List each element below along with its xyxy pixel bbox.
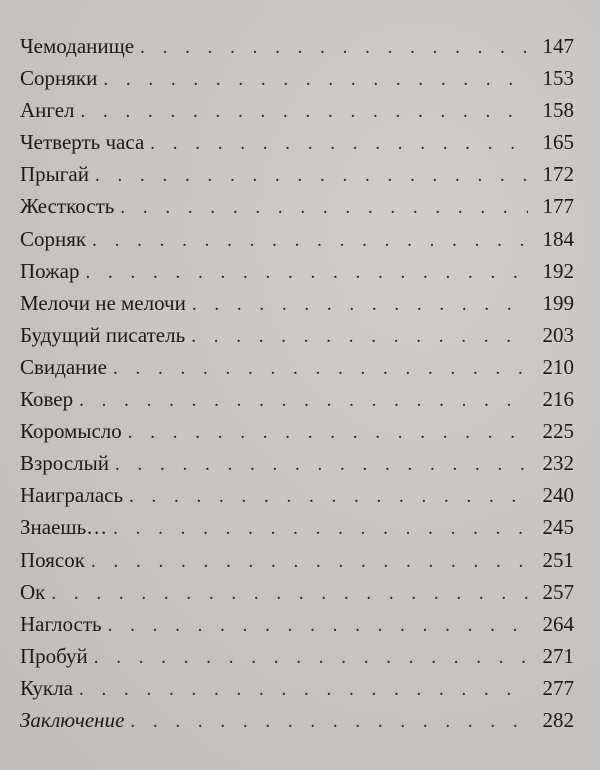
toc-entry-page-number: 257 [542,579,574,604]
toc-entry-title: Ангел [20,98,75,123]
toc-entry-title: Кукла [20,675,73,700]
toc-entry [20,255,574,287]
dot-leader [85,257,528,289]
dot-leader [113,513,528,545]
toc-entry-page-number: 172 [542,162,574,187]
toc-entry-title: Жесткость [20,194,115,219]
dot-leader [103,64,528,96]
dot-leader [79,385,528,417]
dot-leader [140,32,528,64]
toc-entry-page-number: 210 [542,354,574,379]
dot-leader [130,706,528,738]
toc-entry [20,223,574,255]
toc-entry [20,158,574,190]
toc-entry [20,608,574,640]
toc-entry [20,447,574,479]
dot-leader [128,417,528,449]
toc-entry-page-number: 225 [542,419,574,444]
toc-entry-title: Чемоданище [20,34,135,58]
toc-entry-page-number: 216 [542,387,574,412]
toc-entry-page-number: 147 [542,34,574,58]
dot-leader [120,192,528,224]
table-of-contents [20,30,574,736]
toc-entry [20,640,574,672]
toc-entry-title: Наигралась [20,483,124,508]
toc-entry [20,351,574,383]
toc-entry [20,30,574,62]
toc-entry-title: Ок [20,579,46,604]
dot-leader [95,160,528,192]
toc-entry-title: Пробуй [20,643,88,668]
toc-entry-title: Сорняк [20,226,87,251]
toc-entry-page-number: 158 [542,98,574,123]
toc-entry-page-number: 153 [542,66,574,91]
toc-entry-page-number: 251 [542,547,574,572]
toc-entry-page-number: 199 [542,290,574,315]
toc-entry [20,126,574,158]
toc-entry-page-number: 277 [542,675,574,700]
toc-entry-page-number: 177 [542,194,574,219]
toc-entry-title: Прыгай [20,162,89,187]
dot-leader [81,96,528,128]
dot-leader [191,321,528,353]
toc-entry [20,544,574,576]
toc-entry-title: Знаешь… [20,515,108,540]
toc-entry-title: Коромысло [20,419,122,444]
toc-entry-title: Свидание [20,354,107,379]
toc-entry [20,479,574,511]
toc-entry [20,672,574,704]
toc-entry-page-number: 264 [542,611,574,636]
toc-entry [20,190,574,222]
toc-entry [20,704,574,736]
toc-entry-title: Наглость [20,611,102,636]
toc-entry [20,511,574,543]
dot-leader [115,449,528,481]
dot-leader [51,578,528,610]
toc-entry-title: Заключение [20,707,125,732]
toc-entry-title: Взрослый [20,451,109,476]
toc-entry-page-number: 232 [542,451,574,476]
toc-entry-page-number: 203 [542,322,574,347]
toc-entry-page-number: 282 [542,707,574,732]
toc-entry-page-number: 245 [542,515,574,540]
toc-entry [20,62,574,94]
toc-entry [20,94,574,126]
toc-entry-title: Четверть часа [20,130,145,155]
toc-entry-page-number: 165 [542,130,574,155]
toc-entry-page-number: 192 [542,258,574,283]
toc-entry-title: Ковер [20,387,74,412]
toc-entry-title: Сорняки [20,66,98,91]
dot-leader [94,642,528,674]
dot-leader [79,674,528,706]
toc-entry [20,576,574,608]
dot-leader [129,481,528,513]
dot-leader [192,289,528,321]
toc-entry-page-number: 240 [542,483,574,508]
toc-entry-page-number: 271 [542,643,574,668]
toc-entry [20,319,574,351]
toc-entry-page-number: 184 [542,226,574,251]
dot-leader [108,610,528,642]
dot-leader [92,225,528,257]
toc-entry [20,383,574,415]
dot-leader [150,128,528,160]
dot-leader [113,353,528,385]
toc-entry-title: Поясок [20,547,85,572]
toc-entry-title: Мелочи не мелочи [20,290,186,315]
dot-leader [91,546,528,578]
toc-entry-title: Будущий писатель [20,322,186,347]
toc-entry-title: Пожар [20,258,80,283]
toc-entry [20,287,574,319]
toc-entry [20,415,574,447]
